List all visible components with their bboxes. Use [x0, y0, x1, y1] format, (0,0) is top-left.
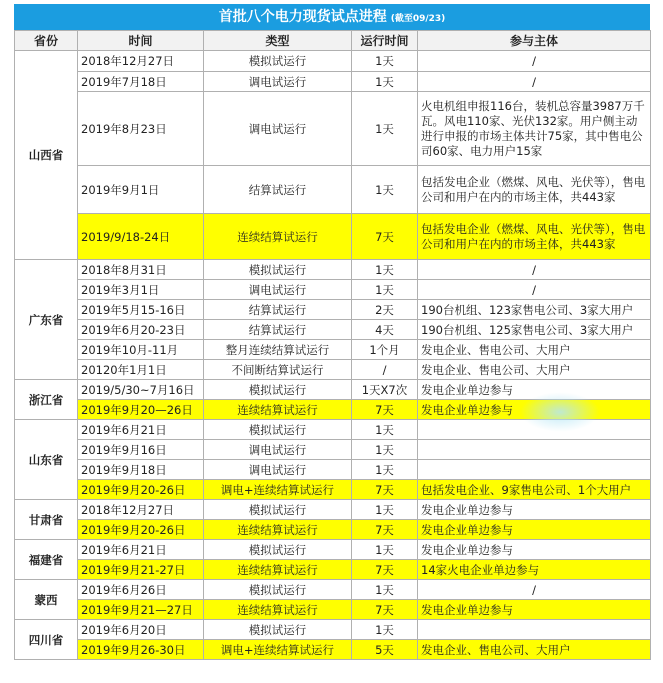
cell-province: 四川省: [15, 620, 78, 660]
cell-duration: 1天: [352, 540, 418, 560]
cell-participants: 发电企业、售电公司、大用户: [418, 340, 651, 360]
table-row: [15, 460, 651, 480]
cell-participants: 包括发电企业、9家售电公司、1个大用户: [418, 480, 651, 500]
table-row: [15, 300, 651, 320]
cell-province: 山西省: [15, 51, 78, 260]
cell-time: 2019年9月18日: [78, 460, 204, 480]
cell-type: 结算试运行: [204, 300, 352, 320]
cell-duration: 5天: [352, 640, 418, 660]
cell-duration: 1天: [352, 280, 418, 300]
cell-duration: 7天: [352, 600, 418, 620]
cell-time: 2019年6月20-23日: [78, 320, 204, 340]
header-duration: 运行时间: [352, 31, 418, 51]
cell-duration: 1天: [352, 580, 418, 600]
cell-type: 结算试运行: [204, 166, 352, 214]
cell-participants: /: [418, 72, 651, 92]
cell-type: 整月连续结算试运行: [204, 340, 352, 360]
cell-time: 2019年6月26日: [78, 580, 204, 600]
cell-participants: 发电企业单边参与: [418, 380, 651, 400]
table-row: [15, 340, 651, 360]
cell-type: 调电试运行: [204, 72, 352, 92]
cell-time: 2019年8月23日: [78, 92, 204, 166]
cell-duration: 1天: [352, 51, 418, 72]
cell-duration: 1天: [352, 500, 418, 520]
cell-type: 连续结算试运行: [204, 560, 352, 580]
cell-duration: 1天: [352, 72, 418, 92]
cell-participants: [418, 440, 651, 460]
cell-type: 调电试运行: [204, 460, 352, 480]
cell-time: 2019年10月-11月: [78, 340, 204, 360]
cell-type: 调电+连续结算试运行: [204, 640, 352, 660]
cell-participants: /: [418, 51, 651, 72]
title-text: 首批八个电力现货试点进程: [218, 9, 387, 25]
cell-duration: 7天: [352, 480, 418, 500]
cell-time: 2019年9月16日: [78, 440, 204, 460]
table-row: [15, 480, 651, 500]
cell-time: 2019年6月21日: [78, 420, 204, 440]
cell-participants: 火电机组申报116台，装机总容量3987万千瓦。风电110家、光伏132家。用户侧主动进行申报的市场主体共计75家，其中售电公司60家、电力用户15家: [418, 92, 651, 166]
table-row: [15, 92, 651, 166]
cell-type: 模拟试运行: [204, 620, 352, 640]
cell-duration: 1个月: [352, 340, 418, 360]
header-province: 省份: [15, 31, 78, 51]
cell-type: 调电试运行: [204, 440, 352, 460]
cell-duration: 1天: [352, 166, 418, 214]
cell-participants: 包括发电企业（燃煤、风电、光伏等），售电公司和用户在内的市场主体，共443家: [418, 214, 651, 260]
cell-time: 2019年9月26-30日: [78, 640, 204, 660]
cell-type: 模拟试运行: [204, 420, 352, 440]
cell-duration: 1天X7次: [352, 380, 418, 400]
header-type: 类型: [204, 31, 352, 51]
cell-participants: [418, 620, 651, 640]
cell-time: 2019年6月20日: [78, 620, 204, 640]
cell-duration: 7天: [352, 400, 418, 420]
table-row: [15, 540, 651, 560]
cell-participants: 190台机组、125家售电公司、3家大用户: [418, 320, 651, 340]
image-smear: [520, 392, 600, 432]
table-row: [15, 260, 651, 280]
table-row: [15, 600, 651, 620]
page-title: [14, 4, 650, 30]
table-row: [15, 580, 651, 600]
cell-time: 2018年8月31日: [78, 260, 204, 280]
table-row: [15, 72, 651, 92]
cell-duration: 1天: [352, 260, 418, 280]
table-row: [15, 166, 651, 214]
cell-time: 2019年5月15-16日: [78, 300, 204, 320]
cell-province: 福建省: [15, 540, 78, 580]
cell-duration: 1天: [352, 440, 418, 460]
title-note: (截至09/23): [390, 14, 446, 24]
cell-participants: /: [418, 580, 651, 600]
cell-duration: 1天: [352, 420, 418, 440]
cell-type: 模拟试运行: [204, 51, 352, 72]
table-row: [15, 560, 651, 580]
table-row: [15, 640, 651, 660]
cell-time: 2019年7月18日: [78, 72, 204, 92]
cell-time: 2019年3月1日: [78, 280, 204, 300]
cell-participants: 包括发电企业（燃煤、风电、光伏等），售电公司和用户在内的市场主体，共443家: [418, 166, 651, 214]
cell-duration: /: [352, 360, 418, 380]
table-row: [15, 320, 651, 340]
cell-type: 连续结算试运行: [204, 520, 352, 540]
table-row: [15, 440, 651, 460]
table-row: [15, 520, 651, 540]
cell-time: 2019/9/18-24日: [78, 214, 204, 260]
table-row: [15, 620, 651, 640]
cell-type: 模拟试运行: [204, 260, 352, 280]
table-row: [15, 280, 651, 300]
cell-type: 不间断结算试运行: [204, 360, 352, 380]
cell-time: 2019年9月20—26日: [78, 400, 204, 420]
cell-duration: 1天: [352, 620, 418, 640]
cell-type: 结算试运行: [204, 320, 352, 340]
header-row: [15, 31, 651, 51]
cell-duration: 2天: [352, 300, 418, 320]
cell-participants: 发电企业、售电公司、大用户: [418, 360, 651, 380]
cell-participants: /: [418, 280, 651, 300]
cell-duration: 7天: [352, 214, 418, 260]
cell-participants: 发电企业单边参与: [418, 540, 651, 560]
cell-time: 2018年12月27日: [78, 51, 204, 72]
cell-type: 调电试运行: [204, 92, 352, 166]
cell-duration: 1天: [352, 92, 418, 166]
cell-time: 2018年12月27日: [78, 500, 204, 520]
table-row: [15, 500, 651, 520]
pilot-progress-table: [14, 30, 651, 660]
cell-participants: 发电企业单边参与: [418, 600, 651, 620]
header-time: 时间: [78, 31, 204, 51]
cell-duration: 1天: [352, 460, 418, 480]
cell-participants: 发电企业单边参与: [418, 520, 651, 540]
cell-type: 模拟试运行: [204, 500, 352, 520]
cell-participants: /: [418, 260, 651, 280]
cell-participants: 发电企业单边参与: [418, 400, 651, 420]
cell-participants: 190台机组、123家售电公司、3家大用户: [418, 300, 651, 320]
cell-time: 2019年9月21-27日: [78, 560, 204, 580]
cell-duration: 4天: [352, 320, 418, 340]
cell-type: 模拟试运行: [204, 380, 352, 400]
cell-type: 调电试运行: [204, 280, 352, 300]
cell-time: 2019年6月21日: [78, 540, 204, 560]
cell-time: 2019/5/30~7月16日: [78, 380, 204, 400]
cell-province: 蒙西: [15, 580, 78, 620]
cell-type: 连续结算试运行: [204, 400, 352, 420]
cell-type: 连续结算试运行: [204, 214, 352, 260]
cell-time: 2019年9月20-26日: [78, 480, 204, 500]
cell-type: 模拟试运行: [204, 580, 352, 600]
table-body: [15, 51, 651, 660]
cell-duration: 7天: [352, 560, 418, 580]
cell-province: 广东省: [15, 260, 78, 380]
cell-province: 浙江省: [15, 380, 78, 420]
cell-participants: [418, 460, 651, 480]
table-row: [15, 51, 651, 72]
cell-duration: 7天: [352, 520, 418, 540]
cell-province: 山东省: [15, 420, 78, 500]
cell-participants: 发电企业、售电公司、大用户: [418, 640, 651, 660]
cell-participants: 发电企业单边参与: [418, 500, 651, 520]
cell-type: 调电+连续结算试运行: [204, 480, 352, 500]
table-row: [15, 214, 651, 260]
cell-time: 2019年9月21—27日: [78, 600, 204, 620]
cell-time: 2019年9月20-26日: [78, 520, 204, 540]
cell-participants: 14家火电企业单边参与: [418, 560, 651, 580]
cell-time: 2019年9月1日: [78, 166, 204, 214]
table-row: [15, 360, 651, 380]
header-participants: 参与主体: [418, 31, 651, 51]
cell-time: 20120年1月1日: [78, 360, 204, 380]
cell-type: 连续结算试运行: [204, 600, 352, 620]
cell-province: 甘肃省: [15, 500, 78, 540]
cell-type: 模拟试运行: [204, 540, 352, 560]
